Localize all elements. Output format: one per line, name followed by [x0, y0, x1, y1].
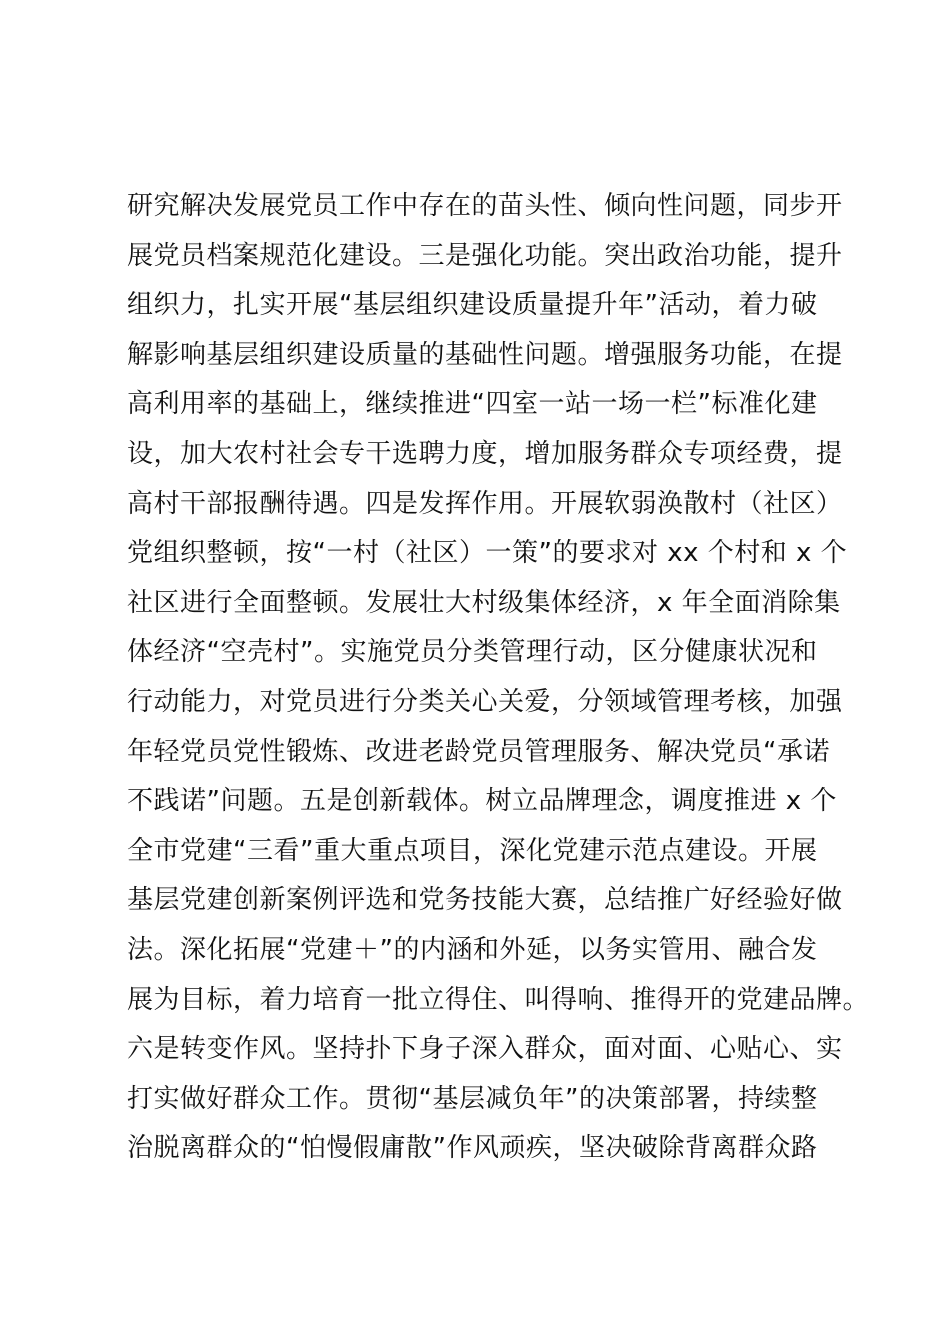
text-line: 高利用率的基础上，继续推进“四室一站一场一栏”标准化建: [127, 389, 818, 420]
text-line: 设，加大农村社会专干选聘力度，增加服务群众专项经费，提: [127, 438, 843, 469]
text-line: 展党员档案规范化建设。三是强化功能。突出政治功能，提升: [127, 240, 843, 271]
text-line: 党组织整顿，按“一村（社区）一策”的要求对 xx 个村和 x 个: [127, 538, 848, 569]
text-line: 行动能力，对党员进行分类关心关爱，分领域管理考核，加强: [127, 686, 843, 717]
text-line: 展为目标，着力培育一批立得住、叫得响、推得开的党建品牌。: [127, 984, 870, 1015]
text-line: 年轻党员党性锻炼、改进老龄党员管理服务、解决党员“承诺: [127, 736, 830, 767]
text-line: 解影响基层组织建设质量的基础性问题。增强服务功能，在提: [127, 339, 843, 370]
text-line: 基层党建创新案例评选和党务技能大赛，总结推广好经验好做: [127, 885, 843, 916]
text-line: 不践诺”问题。五是创新载体。树立品牌理念，调度推进 x 个: [127, 786, 837, 817]
text-line: 社区进行全面整顿。发展壮大村级集体经济，x 年全面消除集: [127, 587, 841, 618]
text-line: 高村干部报酬待遇。四是发挥作用。开展软弱涣散村（社区）: [127, 488, 843, 519]
body-paragraph: [127, 182, 870, 1174]
text-line: 体经济“空壳村”。实施党员分类管理行动，区分健康状况和: [127, 637, 818, 668]
text-line: 治脱离群众的“怕慢假庸散”作风顽疾，坚决破除背离群众路: [127, 1133, 818, 1164]
text-line: 研究解决发展党员工作中存在的苗头性、倾向性问题，同步开: [127, 191, 843, 221]
text-line: 全市党建“三看”重大重点项目，深化党建示范点建设。开展: [127, 835, 818, 866]
text-line: 六是转变作风。坚持扑下身子深入群众，面对面、心贴心、实: [127, 1034, 843, 1065]
text-line: 法。深化拓展“党建＋”的内涵和外延，以务实管用、融合发: [127, 934, 818, 965]
text-line: 打实做好群众工作。贯彻“基层减负年”的决策部署，持续整: [127, 1083, 818, 1114]
text-line: 组织力，扎实开展“基层组织建设质量提升年”活动，着力破: [127, 290, 818, 321]
